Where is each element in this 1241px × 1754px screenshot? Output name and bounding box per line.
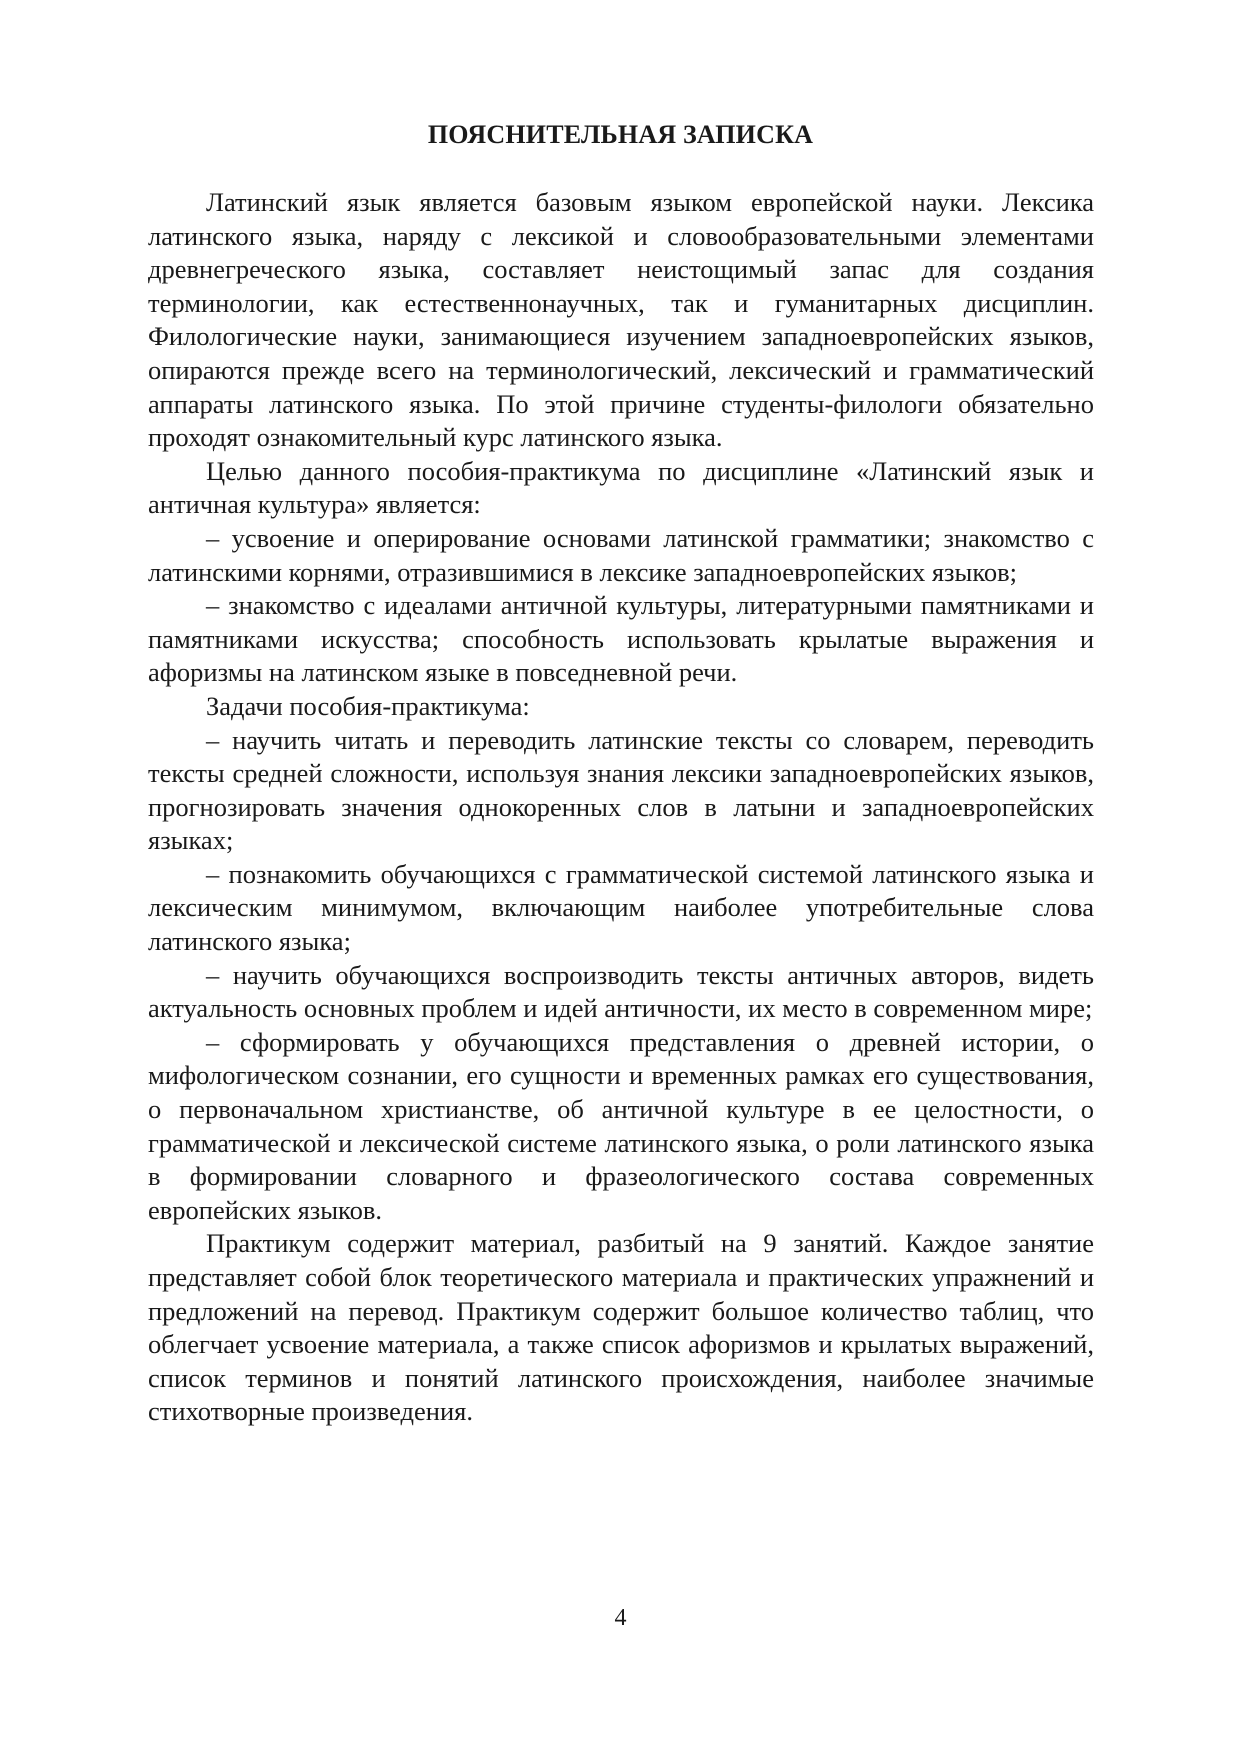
page-title: ПОЯСНИТЕЛЬНАЯ ЗАПИСКА [427, 120, 814, 149]
paragraph-practicum-content: Практикум содержит материал, разбитый на 9 занятий. Каждое занятие представляет собой блок теоретического материала и практических упражнений и предложений на перевод. Практикум содержит большое количество таблиц, что облегчает усвоение материала, а также список афоризмов и крылатых выражений, список терминов и понятий латинского происхождения, наиболее значимые стихотворные произведения. [148, 1228, 1094, 1427]
paragraph-goal: Целью данного пособия-практикума по дисциплине «Латинский язык и античная культура» является: [148, 455, 1094, 520]
goal-item-grammar: – усвоение и оперирование основами латинской грамматики; знакомство с латинскими корнями, отразившимися в лексике западноевропейских языков; [148, 522, 1094, 587]
document-body [148, 186, 1094, 1429]
page-number: 4 [614, 1605, 627, 1631]
paragraph-intro: Латинский язык является базовым языком европейской науки. Лексика латинского языка, наряду с лексикой и словообразовательными элементами древнегреческого языка, составляет неистощимый запас для создания терминологии, как естественнонаучных, так и гуманитарных дисциплин. Филологические науки, занимающиеся изучением западноевропейских языков, опираются прежде всего на терминологический, лексический и грамматический аппараты латинского языка. По этой причине студенты-филологи обязательно проходят ознакомительный курс латинского языка. [148, 187, 1094, 453]
goal-item-culture: – знакомство с идеалами античной культуры, литературными памятниками и памятниками искусства; способность использовать крылатые выражения и афоризмы на латинском языке в повседневной речи. [148, 590, 1094, 688]
task-item-grammar-system: – познакомить обучающихся с грамматической системой латинского языка и лексическим минимумом, включающим наиболее употребительные слова латинского языка; [148, 858, 1094, 957]
task-item-history: – сформировать у обучающихся представления о древней истории, о мифологическом сознании, его сущности и временных рамках его существования, о первоначальном христианстве, об античной культуре в ее целостности, о грамматической и лексической системе латинского языка, о роли латинского языка в формировании словарного и фразеологического состава современных европейских языков. [148, 1026, 1094, 1225]
paragraph-tasks-heading: Задачи пособия-практикума: [206, 690, 530, 721]
task-item-ancient-authors: – научить обучающихся воспроизводить тексты античных авторов, видеть актуальность основных проблем и идей античности, их место в современном мире; [148, 959, 1094, 1024]
task-item-reading: – научить читать и переводить латинские тексты со словарем, переводить тексты средней сложности, используя знания лексики западноевропейских языков, прогнозировать значения однокоренных слов в латыни и западноевропейских языках; [148, 724, 1094, 856]
